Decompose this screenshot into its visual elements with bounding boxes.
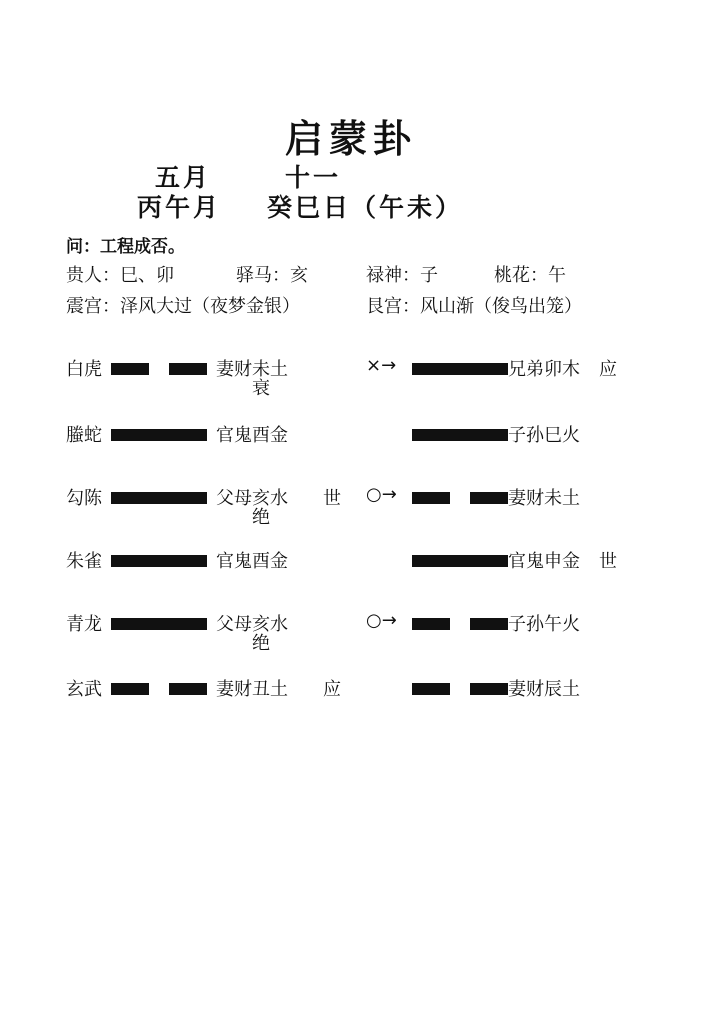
changed-line-relation: 妻财辰土: [508, 679, 580, 700]
lunar-day: 十一: [285, 163, 342, 192]
guiren: 贵人：巳、卯: [66, 265, 174, 286]
changed-yang-line: [412, 363, 508, 375]
yang-line: [111, 492, 207, 504]
changed-line-relation: 妻财未土: [508, 488, 580, 509]
month-ganzhi: 丙午月: [137, 193, 222, 222]
yin-line: [169, 683, 207, 695]
six-god: 朱雀: [66, 551, 102, 572]
line-relation: 官鬼酉金: [216, 551, 288, 572]
line-status: 绝: [252, 633, 270, 654]
changed-shi-ying-marker: 应: [599, 359, 617, 380]
six-god: 青龙: [66, 614, 102, 635]
changed-yang-line: [412, 555, 508, 567]
changed-line-relation: 子孙巳火: [508, 425, 580, 446]
changed-line-relation: 子孙午火: [508, 614, 580, 635]
moving-line-marker: ○→: [366, 610, 397, 631]
line-relation: 妻财未土: [216, 359, 288, 380]
line-status: 绝: [252, 507, 270, 528]
changed-yin-line: [412, 683, 450, 695]
lunar-month: 五月: [155, 163, 212, 192]
line-relation: 父母亥水: [216, 488, 288, 509]
main-palace: 震宫：泽风大过（夜梦金银）: [66, 296, 300, 317]
six-god: 玄武: [66, 679, 102, 700]
changed-yang-line: [412, 429, 508, 441]
question: 问：工程成否。: [66, 237, 185, 257]
yang-line: [111, 618, 207, 630]
changed-yin-line: [470, 492, 508, 504]
day-ganzhi: 癸巳日（午未）: [267, 193, 464, 222]
yin-line: [111, 683, 149, 695]
moving-line-marker: ○→: [366, 484, 397, 505]
changed-line-relation: 兄弟卯木: [508, 359, 580, 380]
changed-line-relation: 官鬼申金: [508, 551, 580, 572]
six-god: 勾陈: [66, 488, 102, 509]
line-relation: 父母亥水: [216, 614, 288, 635]
shi-ying-marker: 应: [323, 679, 341, 700]
changed-yin-line: [412, 618, 450, 630]
page-title: 启蒙卦: [284, 116, 417, 161]
changed-yin-line: [470, 618, 508, 630]
line-relation: 官鬼酉金: [216, 425, 288, 446]
yang-line: [111, 555, 207, 567]
six-god: 螣蛇: [66, 425, 102, 446]
line-relation: 妻财丑土: [216, 679, 288, 700]
line-status: 衰: [252, 378, 270, 399]
taohua: 桃花：午: [494, 265, 566, 286]
changed-shi-ying-marker: 世: [599, 551, 617, 572]
yin-line: [111, 363, 149, 375]
lushen: 禄神：子: [366, 265, 438, 286]
shi-ying-marker: 世: [323, 488, 341, 509]
yin-line: [169, 363, 207, 375]
six-god: 白虎: [66, 359, 102, 380]
yang-line: [111, 429, 207, 441]
changed-yin-line: [412, 492, 450, 504]
changed-yin-line: [470, 683, 508, 695]
moving-line-marker: ×→: [366, 355, 397, 376]
changed-palace: 艮宫：风山渐（俊鸟出笼）: [366, 296, 582, 317]
yima: 驿马：亥: [236, 265, 308, 286]
